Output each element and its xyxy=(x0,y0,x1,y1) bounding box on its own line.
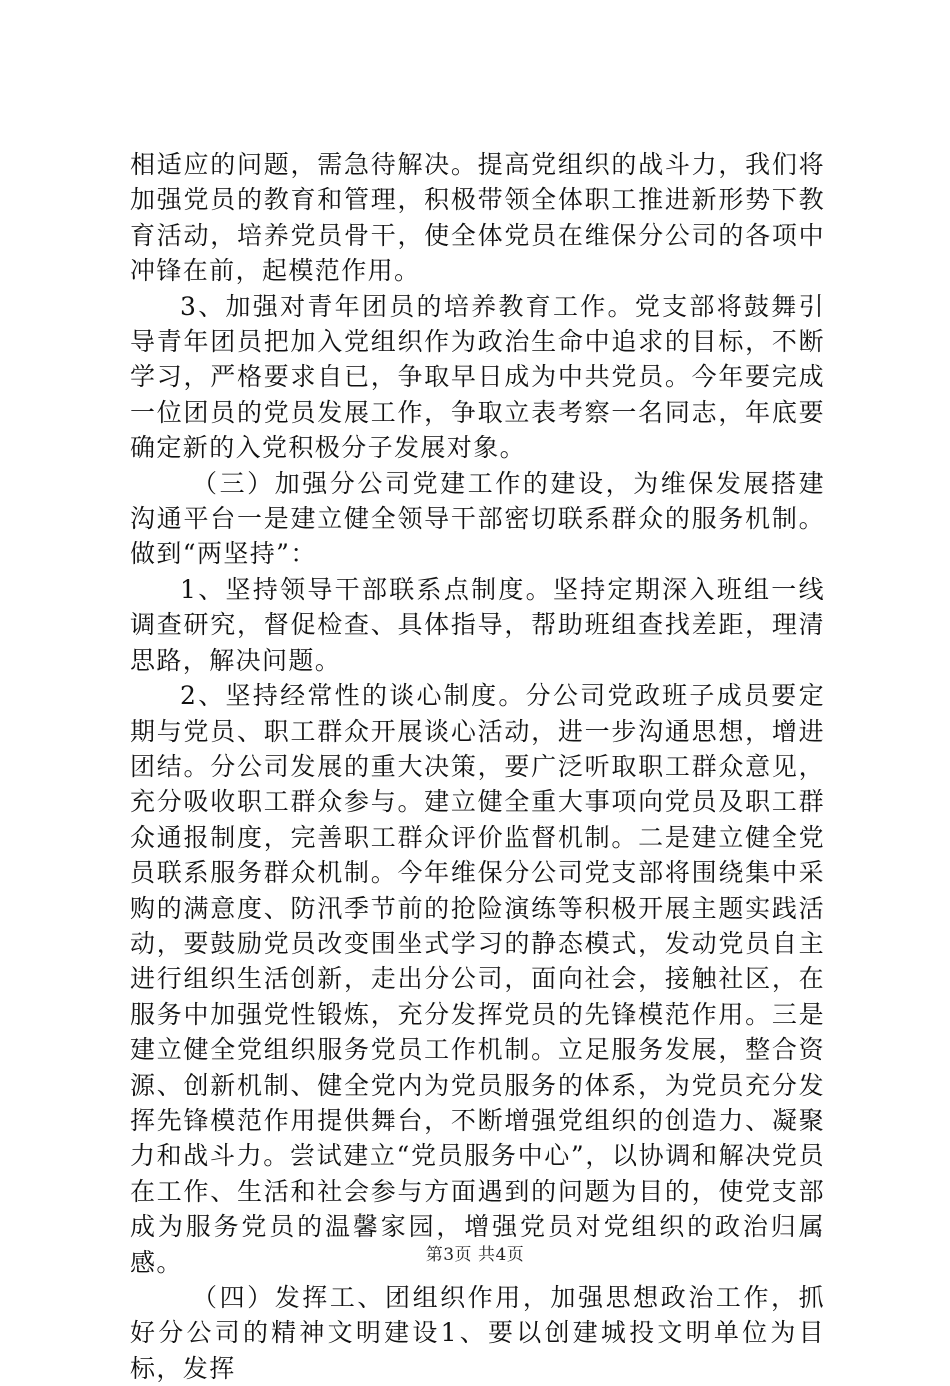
paragraph-continuation: 相适应的问题，需急待解决。提高党组织的战斗力，我们将加强党员的教育和管理，积极带领全体职工推进新形势下教育活动，培养党员骨干，使全体党员在维保分公司的各项中冲锋在前，起模范作用。 xyxy=(130,150,825,286)
paragraph-heart-to-heart: 2、坚持经常性的谈心制度。分公司党政班子成员要定期与党员、职工群众开展谈心活动，进一步沟通思想，增进团结。分公司发展的重大决策，要广泛听取职工群众意见，充分吸收职工群众参与。建立健全重大事项向党员及职工群众通报制度，完善职工群众评价监督机制。二是建立健全党员联系服务群众机制。今年维保分公司党支部将围绕集中采购的满意度、防汛季节前的抢险演练等积极开展主题实践活动，要鼓励党员改变围坐式学习的静态模式，发动党员自主进行组织生活创新，走出分公司，面向社会，接触社区，在服务中加强党性锻炼，充分发挥党员的先锋模范作用。三是建立健全党组织服务党员工作机制。立足服务发展，整合资源、创新机制、健全党内为党员服务的体系，为党员充分发挥先锋模范作用提供舞台，不断增强党组织的创造力、凝聚力和战斗力。尝试建立“党员服务中心”，以协调和解决党员在工作、生活和社会参与方面遇到的问题为目的，使党支部成为服务党员的温馨家园，增强党员对党组织的政治归属感。 xyxy=(130,681,825,1277)
paragraph-liaison-point: 1、坚持领导干部联系点制度。坚持定期深入班组一线调查研究，督促检查、具体指导，帮助班组查找差距，理清思路，解决问题。 xyxy=(130,574,825,675)
paragraph-section-four: （四）发挥工、团组织作用，加强思想政治工作，抓好分公司的精神文明建设1、要以创建城投文明单位为目标，发挥 xyxy=(130,1283,825,1383)
page-footer: 第3页 共4页 xyxy=(425,1245,525,1265)
paragraph-section-three: （三）加强分公司党建工作的建设，为维保发展搭建沟通平台一是建立健全领导干部密切联系群众的服务机制。做到“两坚持”： xyxy=(130,468,825,569)
document-body xyxy=(130,147,825,1386)
paragraph-youth-members: 3、加强对青年团员的培养教育工作。党支部将鼓舞引导青年团员把加入党组织作为政治生命中追求的目标，不断学习，严格要求自已，争取早日成为中共党员。今年要完成一位团员的党员发展工作，争取立表考察一名同志，年底要确定新的入党积极分子发展对象。 xyxy=(130,291,825,463)
